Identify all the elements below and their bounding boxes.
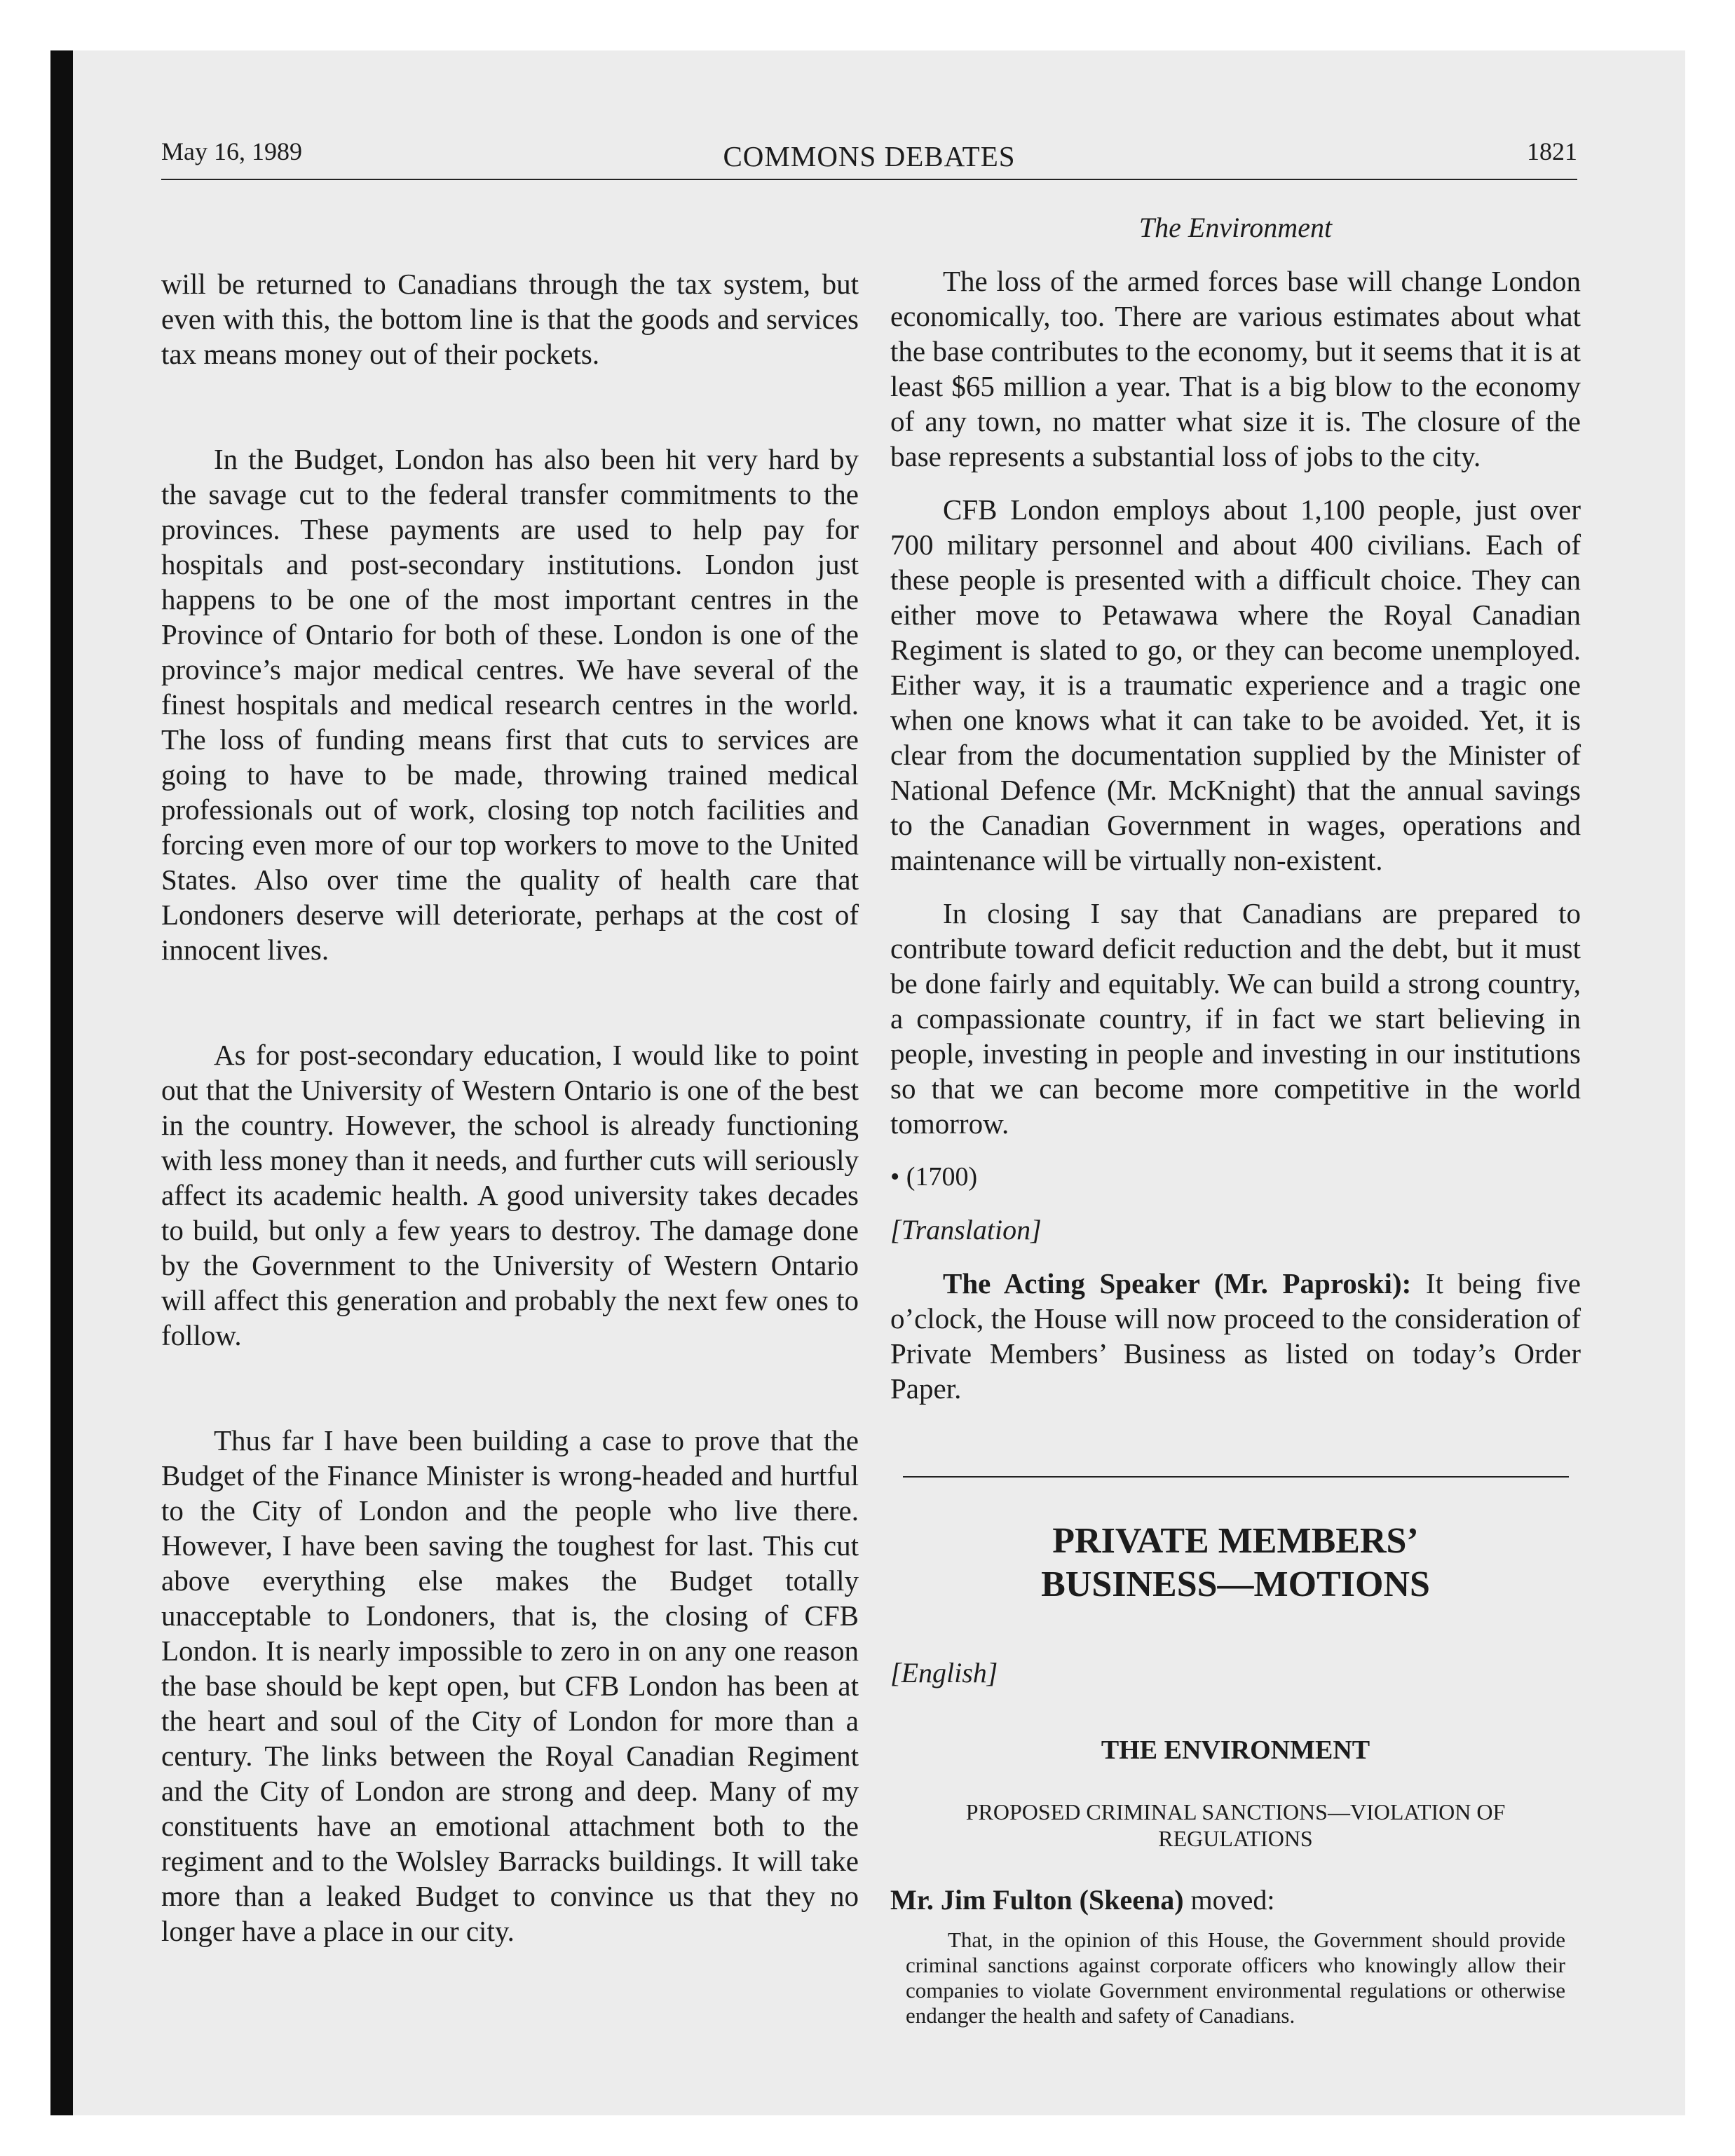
section-heading-line: BUSINESS—MOTIONS [1041, 1564, 1430, 1604]
subheading: THE ENVIRONMENT [1101, 1735, 1370, 1765]
speaker-paragraph [890, 1266, 1581, 1406]
scan-border-top [50, 0, 1735, 50]
left-column [161, 266, 859, 2019]
header-title: COMMONS DEBATES [723, 140, 1016, 172]
paragraph: Thus far I have been building a case to prove that the Budget of the Finance Minister is wrong-headed and hurtful to the City of London and the people who live there. However, I have been saving the toughest for last. This cut above everything else makes the Budget totally unacceptable to Londoners, that is, the closing of CFB London. It is nearly impossible to zero in on any one reason the base should be kept open, but CFB London has been at the heart and soul of the City of London for more than a century. The links between the Royal Canadian Regiment and the City of London are strong and deep. Many of my constituents have an emotional attachment both to the regiment and to the Wolsley Barracks buildings. It will take more than a leaked Budget to convince us that they no longer have a place in our city. [161, 1424, 859, 1947]
mover-name: Mr. Jim Fulton (Skeena) [890, 1884, 1184, 1916]
header-date: May 16, 1989 [161, 137, 302, 165]
right-column [890, 210, 1581, 2028]
scan-border-left [50, 50, 73, 2115]
paragraph: will be returned to Canadians through the tax system, but even with this, the bottom line is that the goods and services tax means money out of their pockets. [161, 268, 859, 370]
speaker-text: It being five o’clock, the House will now proceed to the consideration of Private Members’ Business as listed on today’s Order Paper. [890, 1267, 1581, 1405]
paragraph: The loss of the armed forces base will change London economically, too. There are various estimates about what the base contributes to the economy, but it seems that it is at least $65 million a year. That is a big blow to the economy of any town, no matter what size it is. The closure of the base represents a substantial loss of jobs to the city. [890, 265, 1581, 472]
paragraph: As for post-secondary education, I would like to point out that the University of Western Ontario is one of the best in the country. However, the school is already functioning with less money than it needs, and further cuts will seriously affect its academic health. A good university takes decades to build, but only a few years to destroy. The damage done by the Government to the University of Western Ontario will affect this generation and probably the next few ones to follow. [161, 1039, 859, 1351]
english-marker [890, 1656, 1581, 1691]
section-divider [903, 1476, 1569, 1478]
mover-line [890, 1883, 1581, 1918]
section-title: The Environment [1138, 212, 1333, 243]
time-marker: • (1700) [890, 1162, 978, 1192]
paragraph: CFB London employs about 1,100 people, just over 700 military personnel and about 400 civilians. Each of these people is presented with a difficult choice. They can either move to Petawawa where the Royal Canadian Regiment is slated to go, or they can become unemployed. Either way, it is a traumatic experience and a tragic one when one knows what it can take to be avoided. Yet, it is clear from the documentation supplied by the Minister of National Defence (Mr. McKnight) that the annual savings to the Canadian Government in wages, operations and maintenance will be virtually non-existent. [890, 493, 1581, 876]
header-page-number: 1821 [1527, 137, 1577, 165]
sub-subheading: PROPOSED CRIMINAL SANCTIONS—VIOLATION OF REGULATIONS [965, 1799, 1506, 1851]
section-heading [890, 1520, 1581, 1606]
section-heading-line: PRIVATE MEMBERS’ [1052, 1521, 1419, 1561]
motion-text: That, in the opinion of this House, the Government should provide criminal sanctions against corporate officers who knowingly allow their companies to violate Government environmental regulations or otherwise endanger the health and safety of Canadians. [906, 1928, 1565, 2028]
english-marker-text: [English] [890, 1657, 998, 1688]
paragraph: In closing I say that Canadians are prepared to contribute toward deficit reduction and the debt, but it must be done fairly and equitably. We can build a strong country, a compassionate country, if in fact we start believing in people, investing in people and investing in our institutions so that we can become more competitive in the world tomorrow. [890, 897, 1581, 1140]
page-header [161, 137, 1577, 180]
mover-text: moved: [1183, 1884, 1275, 1916]
paragraph: In the Budget, London has also been hit very hard by the savage cut to the federal transfer commitments to the provinces. These payments are used to help pay for hospitals and post-secondary institutions. London just happens to be one of the most important centres in the Province of Ontario for both of these. London is one of the province’s major medical centres. We have several of the finest hospitals and medical research centres in the world. The loss of funding means first that cuts to services are going to have to be made, throwing trained medical professionals out of work, closing top notch facilities and forcing even more of our top workers to move to the United States. Also over time the quality of health care that Londoners deserve will deteriorate, perhaps at the cost of innocent lives. [161, 443, 859, 966]
translation-marker [890, 1213, 1581, 1248]
translation-marker-text: [Translation] [890, 1214, 1042, 1246]
speaker-name: The Acting Speaker (Mr. Paproski): [943, 1267, 1412, 1299]
